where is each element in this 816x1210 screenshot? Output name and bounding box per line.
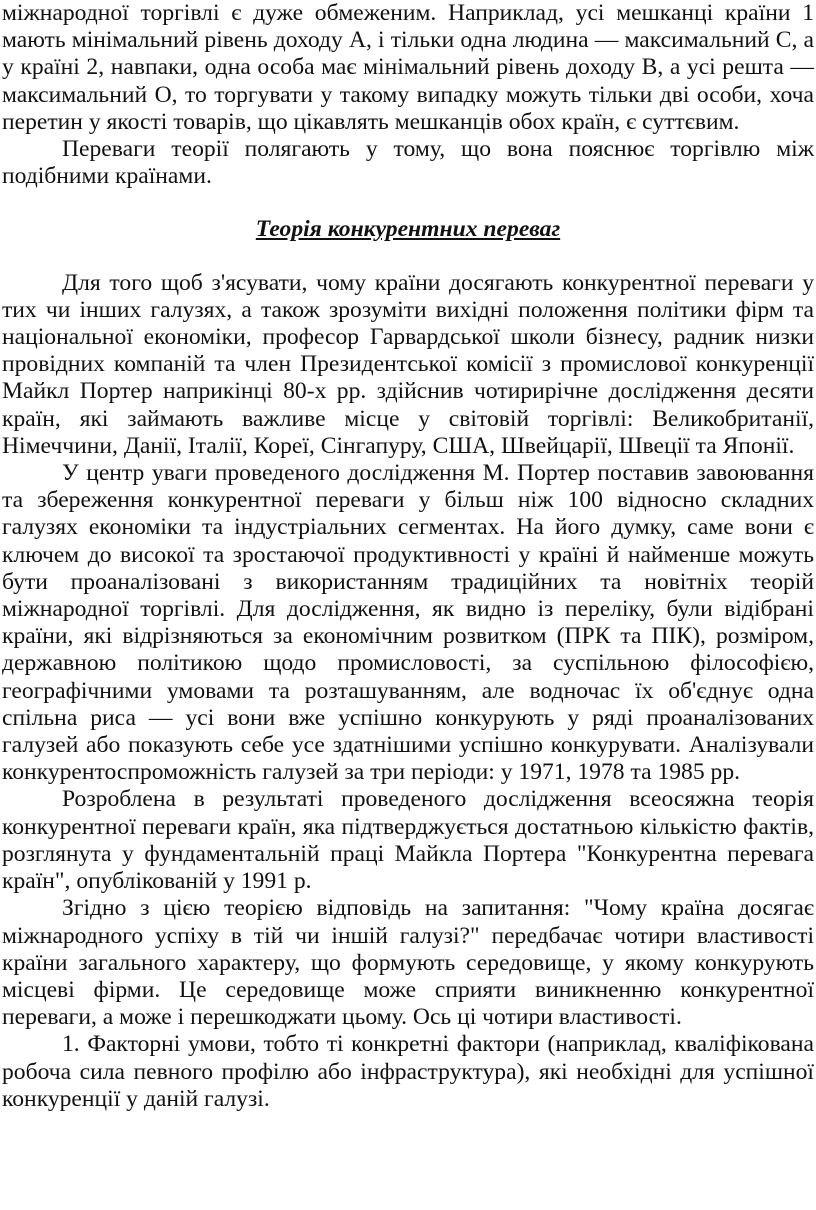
paragraph-advantages: Переваги теорії полягають у тому, що вона пояснює торгівлю між подібними країнами. [2, 136, 814, 190]
paragraph-research-focus: У центр уваги проведеного дослідження М. Портер поставив завоювання та збереження конкурентної переваги у більш ніж 100 відносно складних галузях економіки та індустріальних сегментах. На його думку, саме вони є ключем до високої та зростаючої продуктивності у країні й найменше можуть бути проаналізовані з використанням традиційних та новітніх теорій міжнародної торгівлі. Для дослідження, як видно із переліку, були відібрані країни, які відрізняються за економічним розвитком (ПРК та ПІК), розміром, державною політикою щодо промисловості, за суспільною філософією, географічними умовами та розташуванням, але водночас їх об'єднує одна спільна риса — усі вони вже успішно конкурують у ряді проаналізованих галузей або показують себе усе здатнішими успішно конкурувати. Аналізували конкурентоспроможність галузей за три періоди: у 1971, 1978 та 1985 рр. [2, 460, 814, 786]
section-heading: Теорія конкурентних переваг [255, 216, 561, 243]
paragraph-factor-conditions: 1. Факторні умови, тобто ті конкретні фактори (наприклад, кваліфікована робоча сила певного профілю або інфраструктура), які необхідні для успішної конкуренції у даній галузі. [2, 1031, 814, 1112]
paragraph-four-properties: Згідно з цією теорією відповідь на запитання: "Чому країна досягає міжнародного успіху в тій чи іншій галузі?" передбачає чотири властивості країни загального характеру, що формують середовище, у якому конкурують місцеві фірми. Це середовище може сприяти виникненню конкурентної переваги, а може і перешкоджати цьому. Ось ці чотири властивості. [2, 895, 814, 1031]
paragraph-theory-developed: Розроблена в результаті проведеного дослідження всеосяжна теорія конкурентної переваги країн, яка підтверджується достатньою кількістю фактів, розглянута у фундаментальній праці Майкла Портера "Конкурентна перевага країн", опублікованій у 1991 р. [2, 786, 814, 895]
paragraph-porter-study: Для того щоб з'ясувати, чому країни досягають конкурентної переваги у тих чи інших галузях, а також зрозуміти вихідні положення політики фірм та національної економіки, професор Гарвардської школи бізнесу, радник низки провідних компаній та член Президентської комісії з промислової конкуренції Майкл Портер наприкінці 80-х рр. здійснив чотирирічне дослідження десяти країн, які займають важливе місце у світовій торгівлі: Великобританії, Німеччини, Данії, Італії, Кореї, Сінгапуру, США, Швейцарії, Швеції та Японії. [2, 269, 814, 459]
paragraph-continuation: міжнародної торгівлі є дуже обмеженим. Наприклад, усі мешканці країни 1 мають мінімальний рівень доходу А, і тільки одна людина — максимальний С, а у країні 2, навпаки, одна особа має мінімальний рівень доходу В, а усі решта — максимальний О, то торгувати у такому випадку можуть тільки дві особи, хоча перетин у якості товарів, що цікавлять мешканців обох країн, є суттєвим. [2, 0, 814, 135]
